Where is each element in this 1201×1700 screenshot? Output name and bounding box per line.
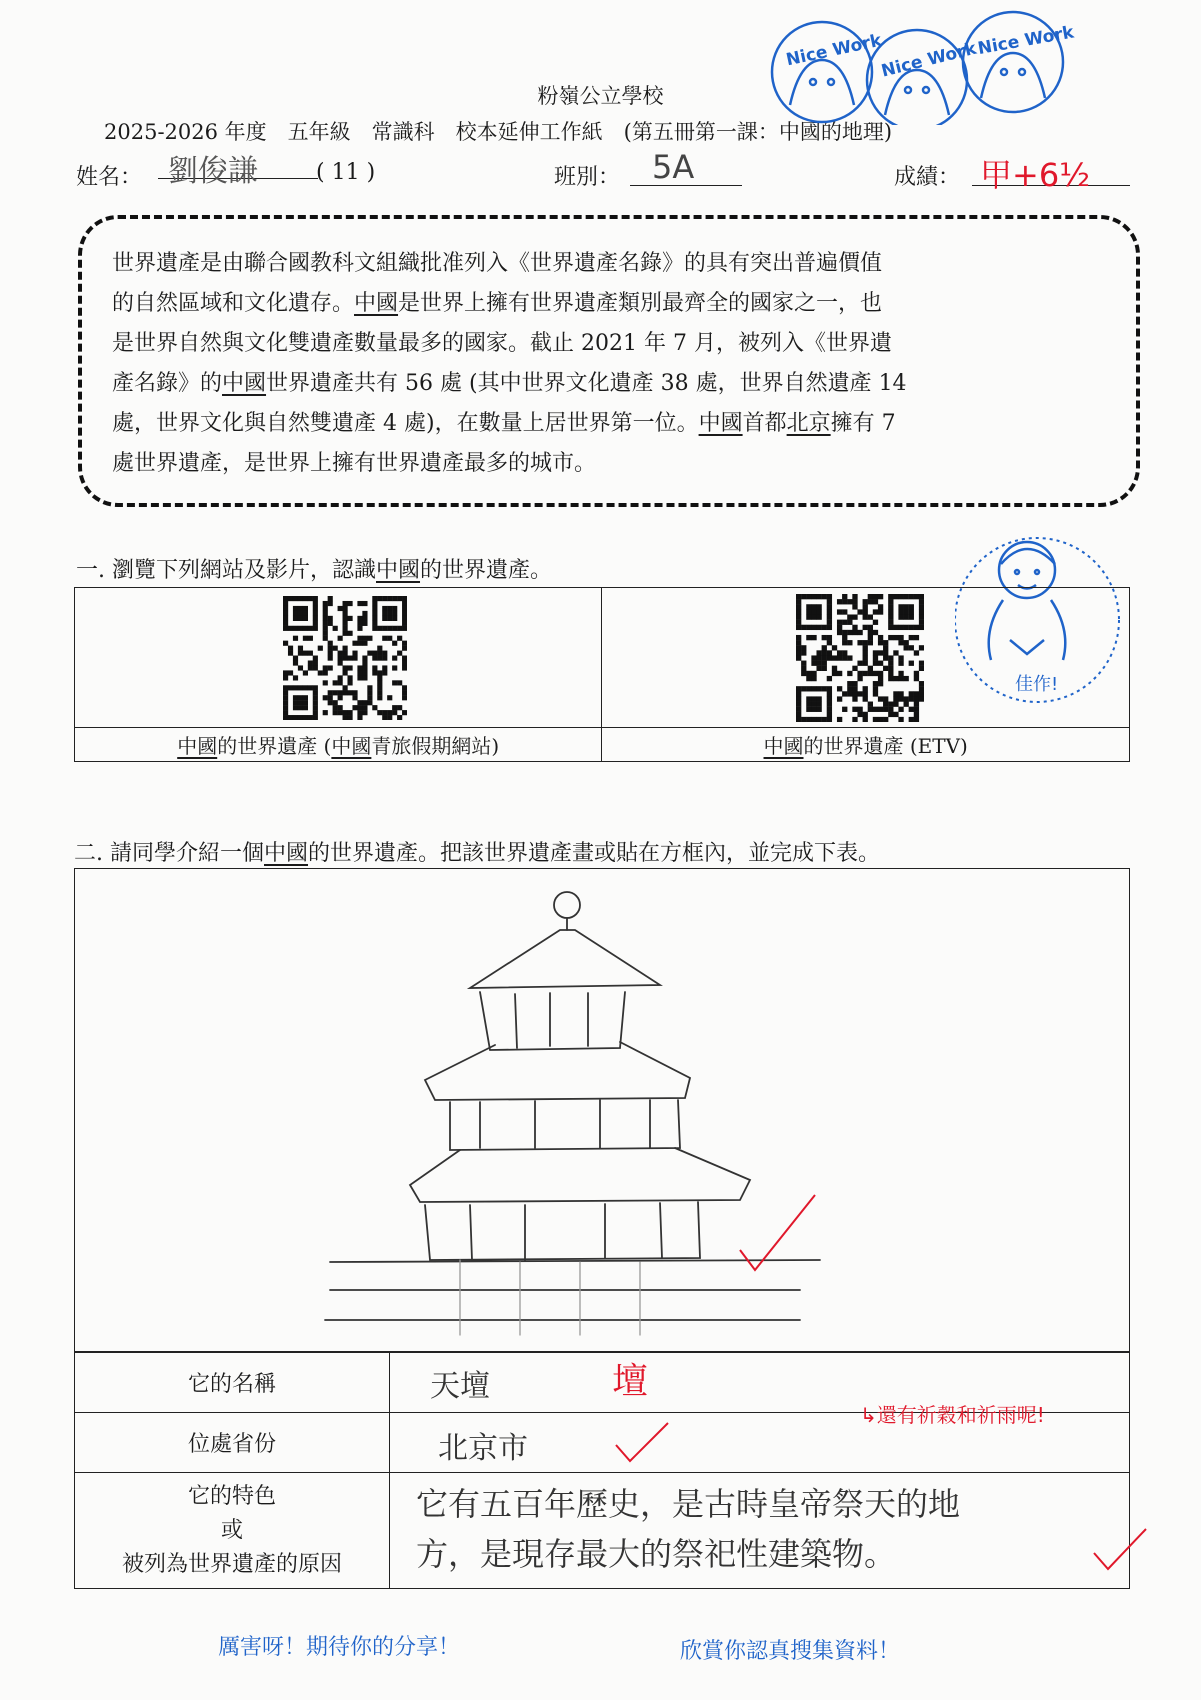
footer-comment-right: 欣賞你認真搜集資料！ (680, 1639, 901, 1664)
nice-work-stamps (765, 10, 1075, 125)
qr-code-icon[interactable] (796, 594, 924, 722)
teacher-comment: ↳還有祈穀和祈雨呢! (860, 1403, 1045, 1427)
section-2-title: 二. 請同學介紹一個中國的世界遺產。把該世界遺產畫或貼在方框內，並完成下表。 (74, 841, 881, 866)
label-province: 位處省份 (75, 1413, 390, 1473)
grade-label: 成績： (894, 165, 961, 190)
websites-table (74, 587, 1130, 762)
check-mark-icon (1090, 1525, 1150, 1575)
label-name: 它的名稱 (75, 1353, 390, 1413)
stamp-text-1: Nice Work (784, 30, 884, 71)
worksheet-subtitle: 2025-2026 年度 五年級 常識科 校本延伸工作紙 (第五冊第一課：中國的地理) (104, 120, 893, 144)
qr-cell-left (75, 588, 602, 728)
temple-of-heaven-drawing (320, 880, 880, 1340)
grade-value: 甲+6½ (980, 156, 1091, 194)
intro-line-5: 處，世界文化與自然雙遺產 4 處)，在數量上居世界第一位。中國首都北京擁有 7 (112, 411, 896, 436)
answer-province-cell (390, 1403, 1130, 1473)
qr-code-icon[interactable] (283, 596, 407, 720)
intro-line-2: 的自然區域和文化遺存。中國是世界上擁有世界遺產類別最齊全的國家之一，也 (112, 291, 883, 316)
class-number: ( 11 ) (316, 160, 376, 185)
intro-line-1: 世界遺產是由聯合國教科文組織批准列入《世界遺產名錄》的具有突出普遍價值 (112, 251, 883, 276)
info-table (74, 1352, 1130, 1589)
label-feature: 它的特色 或 被列為世界遺產的原因 (75, 1473, 390, 1589)
answer-feature-cell (390, 1473, 1130, 1589)
intro-paragraph (112, 244, 1122, 484)
answer-province: 北京市 (438, 1431, 528, 1466)
section-1-title: 一. 瀏覽下列網站及影片，認識中國的世界遺產。 (76, 558, 553, 583)
class-value: 5A (652, 148, 695, 186)
intro-line-6: 處世界遺產，是世界上擁有世界遺產最多的城市。 (112, 451, 597, 476)
check-mark-icon (612, 1419, 672, 1465)
stamp-jiazuo-text: 佳作! (1015, 674, 1059, 695)
stamp-text-2: Nice Work (879, 38, 979, 82)
qr-cell-right (602, 588, 1130, 728)
answer-name: 天壇 (430, 1369, 490, 1404)
website-caption-right: 中國的世界遺產 (ETV) (602, 728, 1130, 762)
answer-feature: 它有五百年歷史，是古時皇帝祭天的地 方，是現存最大的祭祀性建築物。 (416, 1485, 961, 1573)
check-mark-icon (740, 1195, 815, 1270)
class-label: 班別： (554, 165, 621, 190)
correction-mark: 壇 (612, 1361, 649, 1402)
intro-line-4: 產名錄》的中國世界遺產共有 56 處 (其中世界文化遺產 38 處，世界自然遺產 14 (112, 371, 907, 396)
stamp-text-3: Nice Work (976, 22, 1075, 60)
student-name: 劉俊謙 (168, 154, 258, 189)
footer-comment-left: 厲害呀！期待你的分享！ (218, 1635, 461, 1660)
intro-line-3: 是世界自然與文化雙遺產數量最多的國家。截止 2021 年 7 月，被列入《世界遺 (112, 331, 892, 356)
name-label: 姓名： (76, 165, 143, 190)
school-name: 粉嶺公立學校 (537, 84, 664, 108)
website-caption-left: 中國的世界遺產 (中國青旅假期網站) (75, 728, 602, 762)
